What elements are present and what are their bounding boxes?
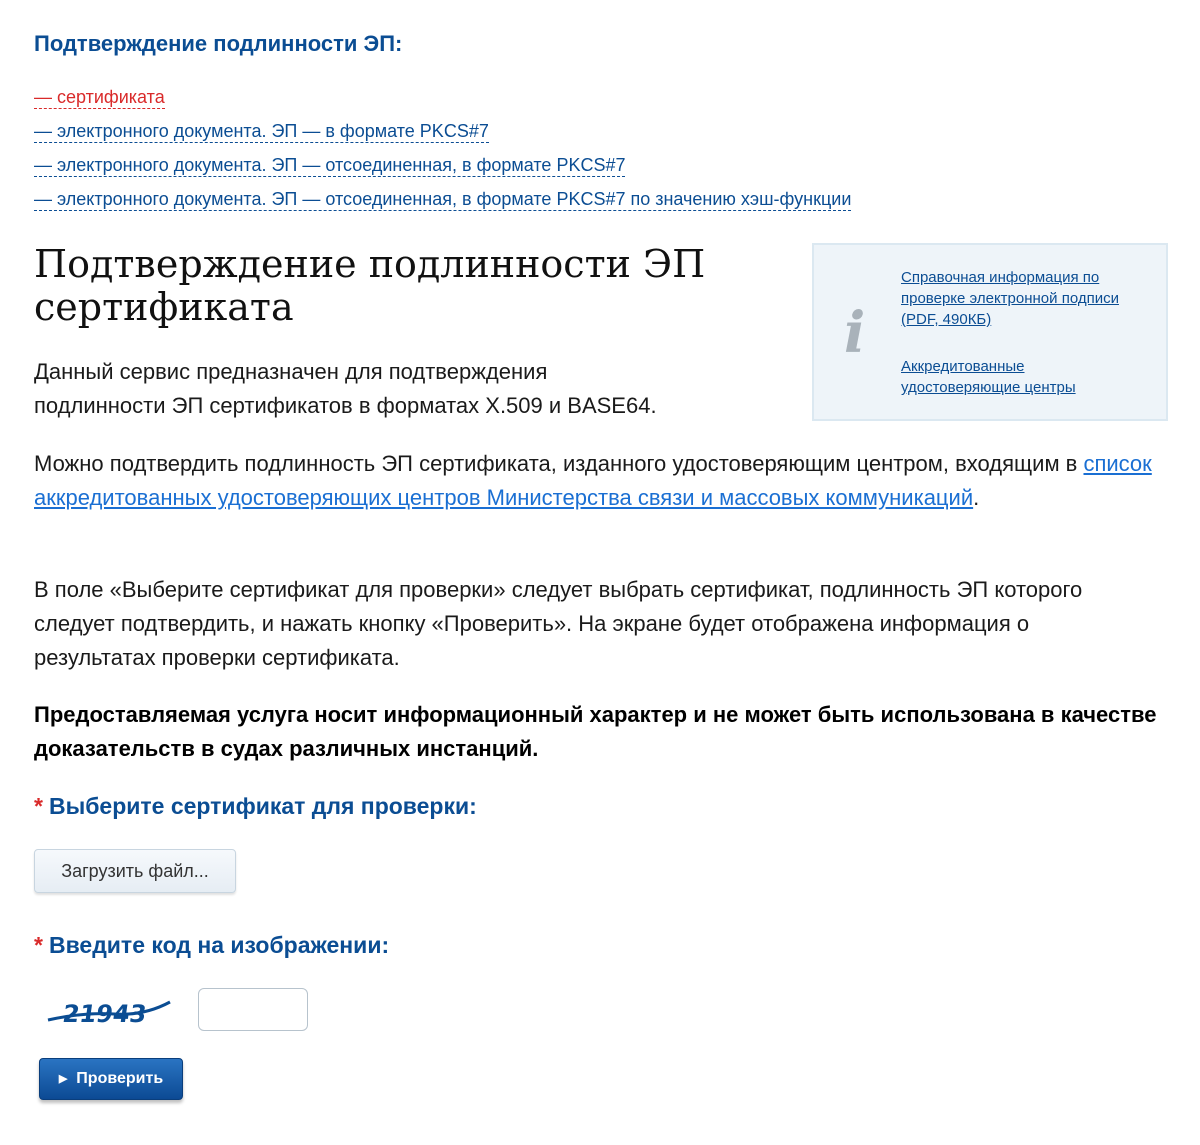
info-icon: i <box>844 300 866 366</box>
intro-text <box>34 355 657 423</box>
required-asterisk: * <box>34 932 43 958</box>
check-button-label: Проверить <box>76 1070 164 1087</box>
captcha-field-label <box>34 932 389 959</box>
check-button[interactable] <box>39 1058 183 1100</box>
reference-info-link[interactable]: Справочная информация по проверке электронной подписи (PDF, 490КБ) <box>901 269 1119 328</box>
nav-link-pkcs7-detached-hash[interactable]: — электронного документа. ЭП — отсоединенная, в формате PKCS#7 по значению хэш-функции <box>34 189 852 209</box>
required-asterisk: * <box>34 793 43 819</box>
disclaimer-text: Предоставляемая услуга носит информационный характер и не может быть использована в качестве доказательств в судах различных инстанций. <box>34 702 1157 761</box>
intro-line-1: Данный сервис предназначен для подтверждения <box>34 359 548 384</box>
captcha-input[interactable] <box>198 988 308 1031</box>
captcha-label-text: Введите код на изображении: <box>48 932 390 958</box>
info-box <box>812 243 1168 421</box>
nav-link-certificate[interactable]: — сертификата <box>34 87 165 107</box>
accredited-text-before: Можно подтвердить подлинность ЭП сертификата, изданного удостоверяющим центром, входящим в <box>34 451 1084 476</box>
accredited-text <box>34 447 1154 515</box>
intro-line-2: подлинности ЭП сертификатов в форматах X.509 и BASE64. <box>34 393 657 418</box>
accredited-list-link[interactable]: список аккредитованных удостоверяющих центров Министерства связи и массовых коммуникаций <box>34 451 1152 510</box>
verification-type-nav <box>34 86 851 222</box>
instructions-text: В поле «Выберите сертификат для проверки» следует выбрать сертификат, подлинность ЭП которого следует подтвердить, и нажать кнопку «Проверить». На экране будет отображена информация о результатах проверки сертификата. <box>34 577 1083 670</box>
page-title: Подтверждение подлинности ЭП сертификата <box>34 242 706 329</box>
captcha-image <box>44 992 174 1030</box>
play-triangle-icon: ▶ <box>58 1073 68 1085</box>
section-heading: Подтверждение подлинности ЭП: <box>34 31 403 56</box>
nav-link-pkcs7-detached[interactable]: — электронного документа. ЭП — отсоединенная, в формате PKCS#7 <box>34 155 626 175</box>
accredited-text-after: . <box>973 485 980 510</box>
upload-file-button[interactable]: Загрузить файл... <box>34 849 236 893</box>
captcha-text: 21943 <box>60 1000 149 1028</box>
nav-link-pkcs7[interactable]: — электронного документа. ЭП — в формате PKCS#7 <box>34 121 489 141</box>
certificate-label-text: Выберите сертификат для проверки: <box>48 793 477 819</box>
accredited-centers-link[interactable]: Аккредитованные удостоверяющие центры <box>901 358 1076 396</box>
certificate-field-label <box>34 793 477 820</box>
